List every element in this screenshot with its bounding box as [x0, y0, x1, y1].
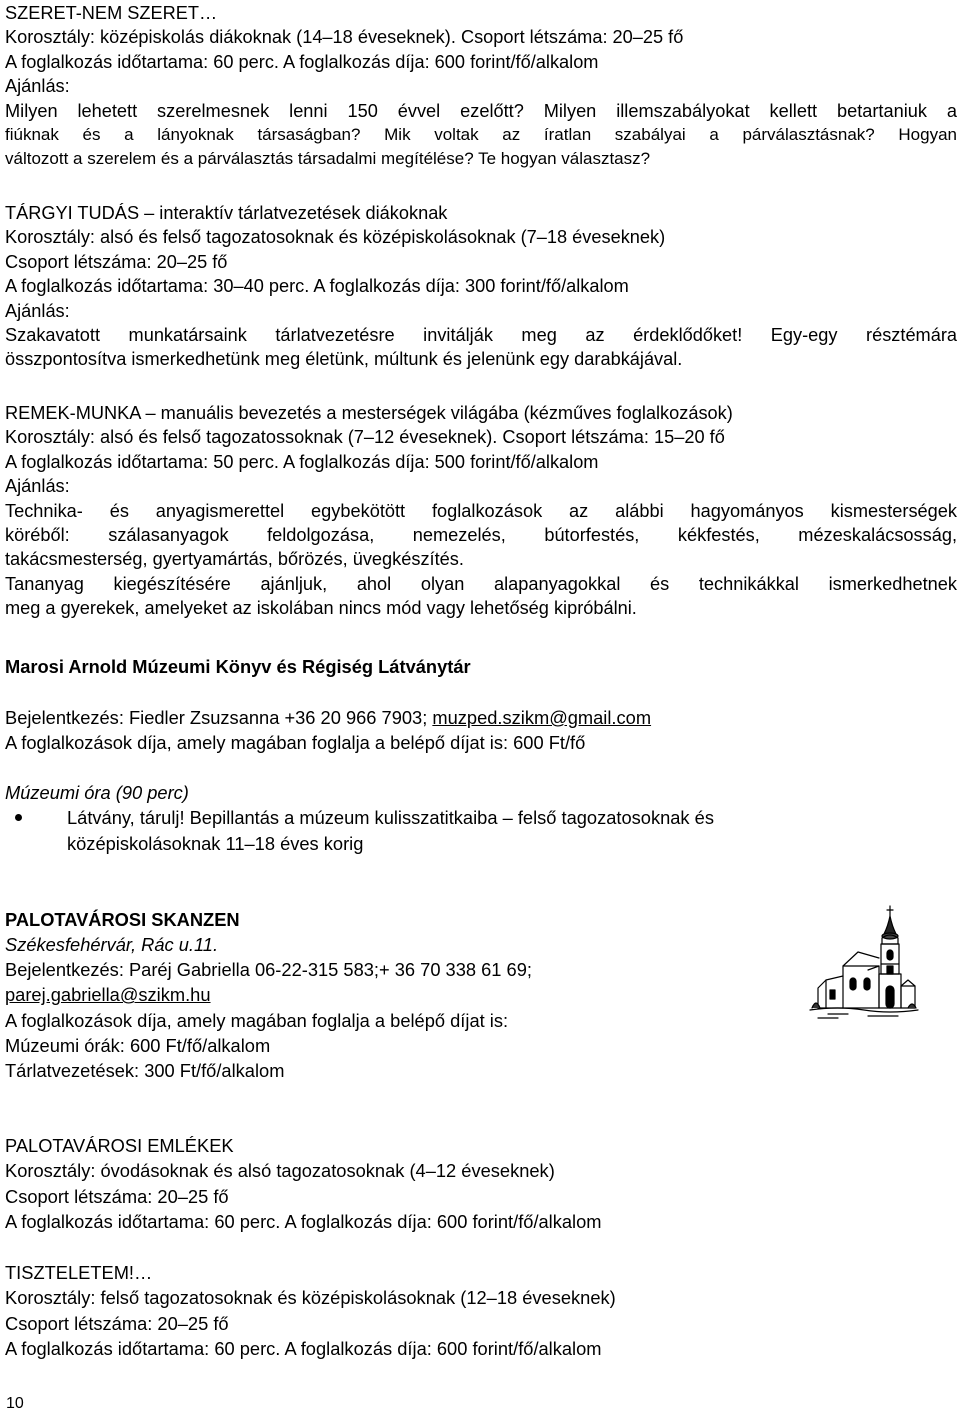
page-number: 10	[6, 1395, 24, 1412]
booking-line	[5, 705, 957, 730]
recommendation-line: fiúknak és a lányoknak társaságban? Mik voltak az íratlan szabályai a párválasztásnak? Hogyan	[5, 124, 957, 144]
section-title: TISZTELETEM!…	[5, 1262, 153, 1283]
booking-line: Bejelentkezés: Paréj Gabriella 06-22-315 583;+ 36 70 338 61 69;	[5, 959, 532, 980]
fee-line: A foglalkozások díja, amely magában foglalja a belépő díjat is: 600 Ft/fő	[5, 732, 586, 754]
group-size-line: Csoport létszáma: 20–25 fő	[5, 1312, 229, 1334]
section-title: SZERET-NEM SZERET…	[5, 3, 218, 23]
section-title: PALOTAVÁROSI SKANZEN	[5, 909, 240, 930]
fee-line: A foglalkozások díja, amely magában foglalja a belépő díjat is:	[5, 1009, 509, 1031]
list-item-continuation: középiskolásoknak 11–18 éves korig	[67, 832, 364, 854]
section-title: REMEK-MUNKA – manuális bevezetés a mesterségek világába (kézműves foglalkozások)	[5, 403, 733, 423]
section-marosi-arnold	[5, 654, 957, 679]
subtitle: Múzeumi óra (90 perc)	[5, 782, 189, 803]
bullet-icon	[15, 814, 22, 821]
list-item	[5, 805, 957, 830]
address: Székesfehérvár, Rác u.11.	[5, 934, 219, 956]
recommendation-line: változott a szerelem és a párválasztás társadalmi megítélése? Te hogyan választasz?	[5, 148, 651, 168]
age-group-line: Korosztály: alsó és felső tagozatosoknak és középiskolásoknak (7–18 éveseknek)	[5, 227, 666, 248]
church-sketch-icon	[808, 904, 920, 1020]
list-item-text: Látvány, tárulj! Bepillantás a múzeum kulisszatitkaiba – felső tagozatosoknak és	[67, 807, 714, 829]
group-size-line: Csoport létszáma: 20–25 fő	[5, 251, 228, 272]
section-szeret-nem-szeret	[5, 1, 957, 170]
duration-fee-line: A foglalkozás időtartama: 60 perc. A foglalkozás díja: 600 forint/fő/alkalom	[5, 51, 599, 72]
group-size-line: Csoport létszáma: 20–25 fő	[5, 1185, 229, 1207]
section-title: PALOTAVÁROSI EMLÉKEK	[5, 1135, 234, 1156]
recommendation-label: Ajánlás:	[5, 76, 70, 97]
recommendation-line: meg a gyerekek, amelyeket az iskolában nincs mód vagy lehetőség kipróbálni.	[5, 598, 637, 619]
booking-text: Bejelentkezés: Fiedler Zsuzsanna +36 20 966 7903;	[5, 707, 433, 728]
fee-tours-line: Tárlatvezetések: 300 Ft/fő/alkalom	[5, 1060, 285, 1082]
email-link[interactable]: parej.gabriella@szikm.hu	[5, 984, 211, 1006]
age-group-line: Korosztály: óvodásoknak és alsó tagozatosoknak (4–12 éveseknek)	[5, 1160, 555, 1182]
marosi-booking	[5, 705, 957, 756]
recommendation-line: Szakavatott munkatársaink tárlatvezetésre invitálják meg az érdeklődőket! Egy-egy résztémára	[5, 324, 957, 345]
marosi-museum-lesson	[5, 780, 957, 856]
duration-fee-line: A foglalkozás időtartama: 60 perc. A foglalkozás díja: 600 forint/fő/alkalom	[5, 1210, 602, 1232]
recommendation-line: köréből: szálasanyagok feldolgozása, nemezelés, bútorfestés, kékfestés, mézeskalácsosság,	[5, 524, 957, 545]
recommendation-label: Ajánlás:	[5, 476, 70, 497]
section-targyi-tudas	[5, 201, 957, 372]
section-title: TÁRGYI TUDÁS – interaktív tárlatvezetések diákoknak	[5, 203, 448, 223]
recommendation-line: összpontosítva ismerkedhetünk meg életünk, múltunk és jelenünk egy darabkájával.	[5, 349, 683, 370]
duration-fee-line: A foglalkozás időtartama: 60 perc. A foglalkozás díja: 600 forint/fő/alkalom	[5, 1337, 602, 1359]
recommendation-line: takácsmesterség, gyertyamártás, bőrözés, üvegkészítés.	[5, 549, 464, 570]
age-group-line: Korosztály: középiskolás diákoknak (14–18 éveseknek). Csoport létszáma: 20–25 fő	[5, 27, 684, 48]
duration-fee-line: A foglalkozás időtartama: 30–40 perc. A foglalkozás díja: 300 forint/fő/alkalom	[5, 276, 629, 297]
age-group-line: Korosztály: alsó és felső tagozatossoknak (7–12 éveseknek). Csoport létszáma: 15–20 fő	[5, 427, 725, 448]
recommendation-line: Technika- és anyagismerettel egybekötött foglalkozások az alábbi hagyományos kismesterségek	[5, 500, 957, 521]
duration-fee-line: A foglalkozás időtartama: 50 perc. A foglalkozás díja: 500 forint/fő/alkalom	[5, 451, 599, 472]
age-group-line: Korosztály: felső tagozatosoknak és középiskolásoknak (12–18 éveseknek)	[5, 1287, 616, 1309]
section-palotavarosi-emlekek	[5, 1133, 957, 1234]
fee-hours-line: Múzeumi órák: 600 Ft/fő/alkalom	[5, 1034, 271, 1056]
section-title: Marosi Arnold Múzeumi Könyv és Régiség Látványtár	[5, 656, 471, 677]
recommendation-label: Ajánlás:	[5, 300, 70, 321]
section-tiszteletem	[5, 1260, 957, 1361]
recommendation-line: Milyen lehetett szerelmesnek lenni 150 évvel ezelőtt? Milyen illemszabályokat kellett betartaniuk a	[5, 100, 957, 121]
section-remek-munka	[5, 401, 957, 621]
recommendation-line: Tananyag kiegészítésére ajánljuk, ahol olyan alapanyagokkal és technikákkal ismerkedhetnek	[5, 573, 957, 594]
email-link[interactable]: muzped.szikm@gmail.com	[432, 707, 652, 728]
